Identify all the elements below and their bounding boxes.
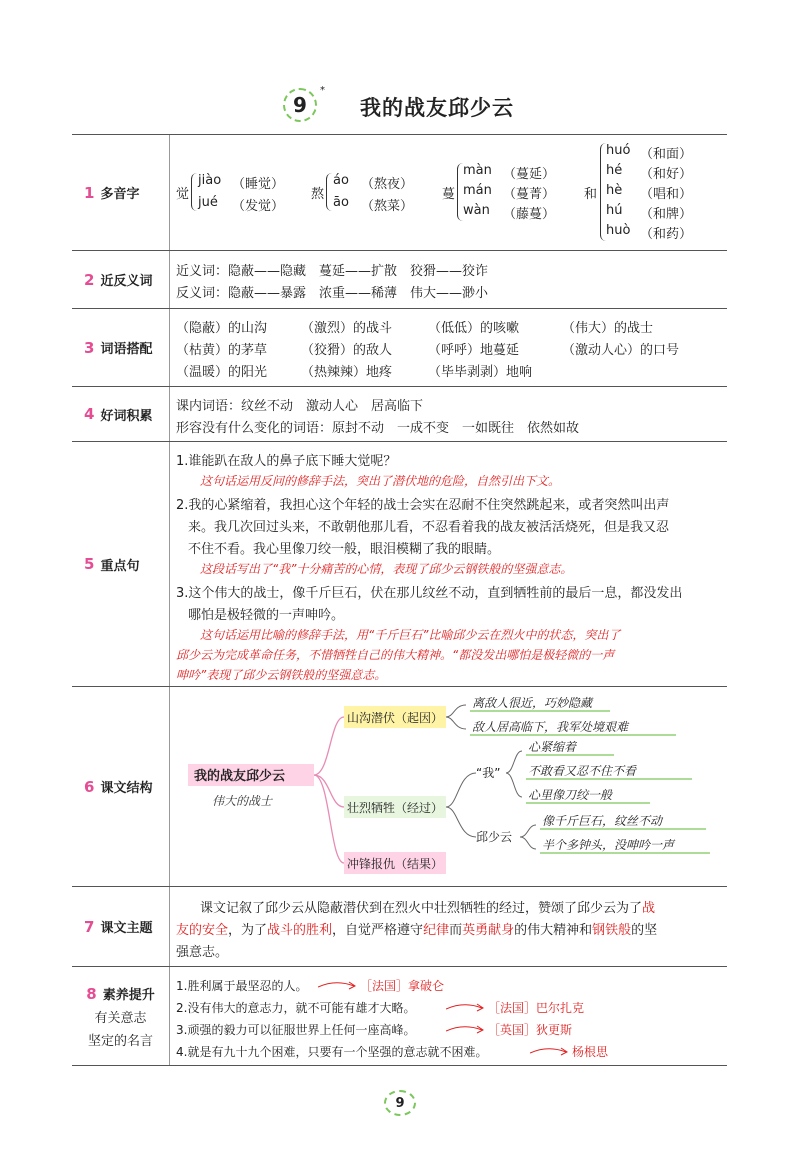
poly-char: 觉 bbox=[176, 187, 190, 202]
connector bbox=[314, 775, 344, 807]
arrow-icon bbox=[530, 1045, 570, 1057]
section-key-sentences bbox=[72, 441, 727, 686]
section-synonyms bbox=[72, 250, 727, 308]
section-polyphonic bbox=[72, 134, 727, 250]
section-number: 2 bbox=[84, 270, 95, 289]
collocation: （隐蔽）的山沟 bbox=[176, 321, 268, 336]
poly-word: （藤蔓） bbox=[503, 207, 556, 222]
pinyin: hé bbox=[606, 163, 623, 178]
quote-author: ［英国］狄更斯 bbox=[488, 1023, 573, 1037]
poly-word: （蔓菁） bbox=[503, 187, 556, 202]
section-title: 近反义词 bbox=[100, 274, 153, 289]
section-number: 1 bbox=[84, 183, 95, 202]
poly-word: （和药） bbox=[640, 227, 693, 242]
leaf: 半个多钟头，没呻吟一声 bbox=[542, 838, 675, 852]
pinyin: jué bbox=[198, 195, 218, 210]
leaf: 敌人居高临下，我军处境艰难 bbox=[472, 720, 629, 734]
section-label bbox=[72, 442, 170, 686]
leaf: 不敢看又忍不住不看 bbox=[528, 764, 637, 778]
section-title: 课文结构 bbox=[100, 781, 153, 796]
pinyin: huó bbox=[606, 143, 631, 158]
vocab-line: 形容没有什么变化的词语：原封不动 一成不变 一如既往 依然如故 bbox=[176, 421, 580, 436]
section-title: 重点句 bbox=[100, 558, 140, 574]
connector bbox=[314, 717, 344, 775]
section-number: 4 bbox=[84, 405, 95, 423]
theme-highlight: 英勇献身 bbox=[462, 923, 515, 938]
poly-char: 蔓 bbox=[442, 187, 456, 202]
pinyin: jiào bbox=[198, 173, 222, 188]
arrow-icon bbox=[446, 1001, 486, 1013]
poly-word: （发觉） bbox=[232, 199, 285, 214]
lesson-title: 我的战友邱少云 bbox=[360, 96, 514, 120]
pinyin: màn bbox=[463, 163, 492, 178]
key-sentence: 3.这个伟大的战士，像千斤巨石，伏在那儿纹丝不动，直到牺牲前的最后一息，都没发出 bbox=[176, 586, 683, 601]
poly-word: （和好） bbox=[640, 167, 693, 182]
section-title: 词语搭配 bbox=[100, 342, 153, 357]
leaf: 心里像刀绞一般 bbox=[528, 788, 613, 802]
page-number: 9 bbox=[384, 1090, 416, 1116]
section-label bbox=[72, 887, 170, 966]
quote: 2.没有伟大的意志力，就不可能有雄才大略。 bbox=[176, 1001, 416, 1015]
section-title: 好词积累 bbox=[100, 408, 153, 424]
theme-highlight: 战 bbox=[642, 901, 656, 916]
branch-process: 壮烈牺牲（经过） bbox=[347, 801, 444, 815]
pinyin: áo bbox=[333, 173, 349, 188]
theme-line: 强意志。 bbox=[176, 945, 229, 960]
collocation: （枯黄）的茅草 bbox=[176, 343, 268, 358]
section-label bbox=[72, 387, 170, 441]
leaf: 离敌人很近，巧妙隐藏 bbox=[472, 696, 593, 710]
sentence-analysis: 呻吟”表现了邱少云钢铁般的坚强意志。 bbox=[176, 668, 387, 682]
section-number: 8 bbox=[86, 984, 97, 1003]
lesson-header bbox=[0, 85, 800, 128]
section-number: 6 bbox=[84, 777, 95, 796]
section-title: 课文主题 bbox=[100, 921, 153, 936]
leaf: 像千斤巨石，纹丝不动 bbox=[542, 814, 663, 828]
poly-word: （和面） bbox=[640, 147, 693, 162]
poly-word: （蔓延） bbox=[503, 167, 556, 182]
section-number: 3 bbox=[84, 338, 95, 357]
section-label bbox=[72, 251, 170, 308]
quote: 4.就是有九十九个困难，只要有一个坚强的意志就不困难。 bbox=[176, 1045, 488, 1059]
poly-word: （和牌） bbox=[640, 207, 693, 222]
section-content bbox=[170, 687, 727, 886]
lesson-number-badge: 9 bbox=[283, 88, 317, 122]
sentence-analysis: 这段话写出了“我”十分痛苦的心情，表现了邱少云钢铁般的坚强意志。 bbox=[200, 562, 573, 576]
collocation: （低低）的咳嗽 bbox=[428, 321, 520, 336]
collocation: （狡猾）的敌人 bbox=[301, 343, 393, 358]
poly-word: （熬菜） bbox=[361, 199, 414, 214]
quote: 1.胜利属于最坚忍的人。 bbox=[176, 979, 308, 993]
sub-branch-me: “我” bbox=[476, 766, 501, 780]
pinyin: āo bbox=[333, 195, 349, 210]
section-content bbox=[170, 442, 727, 686]
sentence-analysis: 这句话运用反问的修辞手法，突出了潜伏地的危险，自然引出下文。 bbox=[200, 474, 561, 488]
branch-result: 冲锋报仇（结果） bbox=[347, 857, 444, 871]
arrow-icon bbox=[446, 1023, 486, 1035]
section-vocabulary bbox=[72, 386, 727, 441]
theme-line: 友的安全，为了战斗的胜利，自觉严格遵守纪律而英勇献身的伟大精神和钢铁般的坚 bbox=[176, 923, 658, 938]
poly-word: （熬夜） bbox=[361, 177, 414, 192]
collocation: （激动人心）的口号 bbox=[562, 343, 680, 358]
key-sentence: 2.我的心紧缩着，我担心这个年轻的战士会实在忍耐不住突然跳起来，或者突然叫出声 bbox=[176, 498, 670, 513]
pinyin: hú bbox=[606, 203, 623, 218]
key-sentence: 来。我几次回过头来，不敢朝他那儿看，不忍看着我的战友被活活烧死，但是我又忍 bbox=[188, 520, 670, 535]
section-number: 7 bbox=[84, 917, 95, 936]
collocation: （温暖）的阳光 bbox=[176, 365, 268, 380]
pinyin: hè bbox=[606, 183, 623, 198]
key-sentence: 1.谁能趴在敌人的鼻子底下睡大觉呢？ bbox=[176, 454, 397, 469]
quote-author: ［法国］拿破仑 bbox=[360, 979, 445, 993]
quote: 3.顽强的毅力可以征服世界上任何一座高峰。 bbox=[176, 1023, 416, 1037]
section-label bbox=[72, 687, 170, 886]
section-content bbox=[170, 309, 727, 386]
section-subtitle: 坚定的名言 bbox=[87, 1033, 153, 1049]
vocab-line: 课内词语：纹丝不动 激动人心 居高临下 bbox=[176, 399, 424, 414]
section-theme bbox=[72, 886, 727, 966]
mind-map-subtitle: 伟大的战士 bbox=[212, 794, 273, 808]
lesson-mark: * bbox=[320, 85, 325, 96]
antonym-line: 反义词：隐蔽——暴露 浓重——稀薄 伟大——渺小 bbox=[176, 286, 489, 301]
section-structure bbox=[72, 686, 727, 886]
collocation: （热辣辣）地疼 bbox=[301, 365, 393, 380]
poly-char: 熬 bbox=[311, 187, 325, 202]
sentence-analysis: 这句话运用比喻的修辞手法，用“千斤巨石”比喻邱少云在烈火中的状态，突出了 bbox=[200, 628, 621, 642]
branch-cause: 山沟潜伏（起因） bbox=[347, 711, 444, 725]
key-sentence: 哪怕是极轻微的一声呻吟。 bbox=[188, 608, 345, 623]
section-subtitle: 有关意志 bbox=[94, 1010, 147, 1026]
theme-highlight: 战斗的胜利 bbox=[267, 923, 333, 938]
section-content bbox=[170, 967, 727, 1065]
theme-highlight: 纪律 bbox=[423, 923, 450, 938]
arrow-icon bbox=[318, 979, 358, 991]
pinyin: wàn bbox=[463, 203, 490, 218]
mind-map-center: 我的战友邱少云 bbox=[194, 769, 286, 784]
collocation: （激烈）的战斗 bbox=[301, 321, 393, 336]
section-content bbox=[170, 887, 727, 966]
quote-author: 杨根思 bbox=[572, 1045, 609, 1059]
theme-line: 课文记叙了邱少云从隐蔽潜伏到在烈火中壮烈牺牲的经过，赞颂了邱少云为了战 bbox=[200, 901, 656, 916]
section-content bbox=[170, 135, 727, 250]
theme-highlight: 友的安全 bbox=[176, 923, 229, 938]
section-collocations bbox=[72, 308, 727, 386]
theme-highlight: 钢铁般 bbox=[592, 923, 632, 938]
key-sentence: 不住不看。我心里像刀绞一般，眼泪模糊了我的眼睛。 bbox=[188, 542, 501, 557]
poly-word: （唱和） bbox=[640, 187, 693, 202]
section-number: 5 bbox=[84, 555, 95, 573]
sub-branch-qiu: 邱少云 bbox=[476, 830, 513, 844]
section-label bbox=[72, 967, 170, 1065]
section-quotes bbox=[72, 966, 727, 1066]
collocation: （伟大）的战士 bbox=[562, 321, 654, 336]
pinyin: huò bbox=[606, 223, 631, 238]
pinyin: mán bbox=[463, 183, 492, 198]
section-title: 多音字 bbox=[100, 187, 140, 202]
poly-word: （睡觉） bbox=[232, 177, 285, 192]
section-content bbox=[170, 387, 727, 441]
collocation: （呼呼）地蔓延 bbox=[428, 343, 520, 358]
section-title: 素养提升 bbox=[102, 987, 155, 1003]
synonym-line: 近义词：隐蔽——隐藏 蔓延——扩散 狡猾——狡诈 bbox=[176, 264, 489, 279]
quote-author: ［法国］巴尔扎克 bbox=[488, 1001, 585, 1015]
section-label bbox=[72, 135, 170, 250]
mind-map bbox=[170, 687, 727, 887]
leaf: 心紧缩着 bbox=[528, 740, 577, 754]
section-label bbox=[72, 309, 170, 386]
section-content bbox=[170, 251, 727, 308]
study-table bbox=[72, 134, 727, 1066]
collocation: （毕毕剥剥）地响 bbox=[428, 365, 533, 380]
sentence-analysis: 邱少云为完成革命任务，不惜牺牲自己的伟大精神。“都没发出哪怕是极轻微的一声 bbox=[176, 648, 615, 662]
poly-char: 和 bbox=[584, 187, 598, 202]
